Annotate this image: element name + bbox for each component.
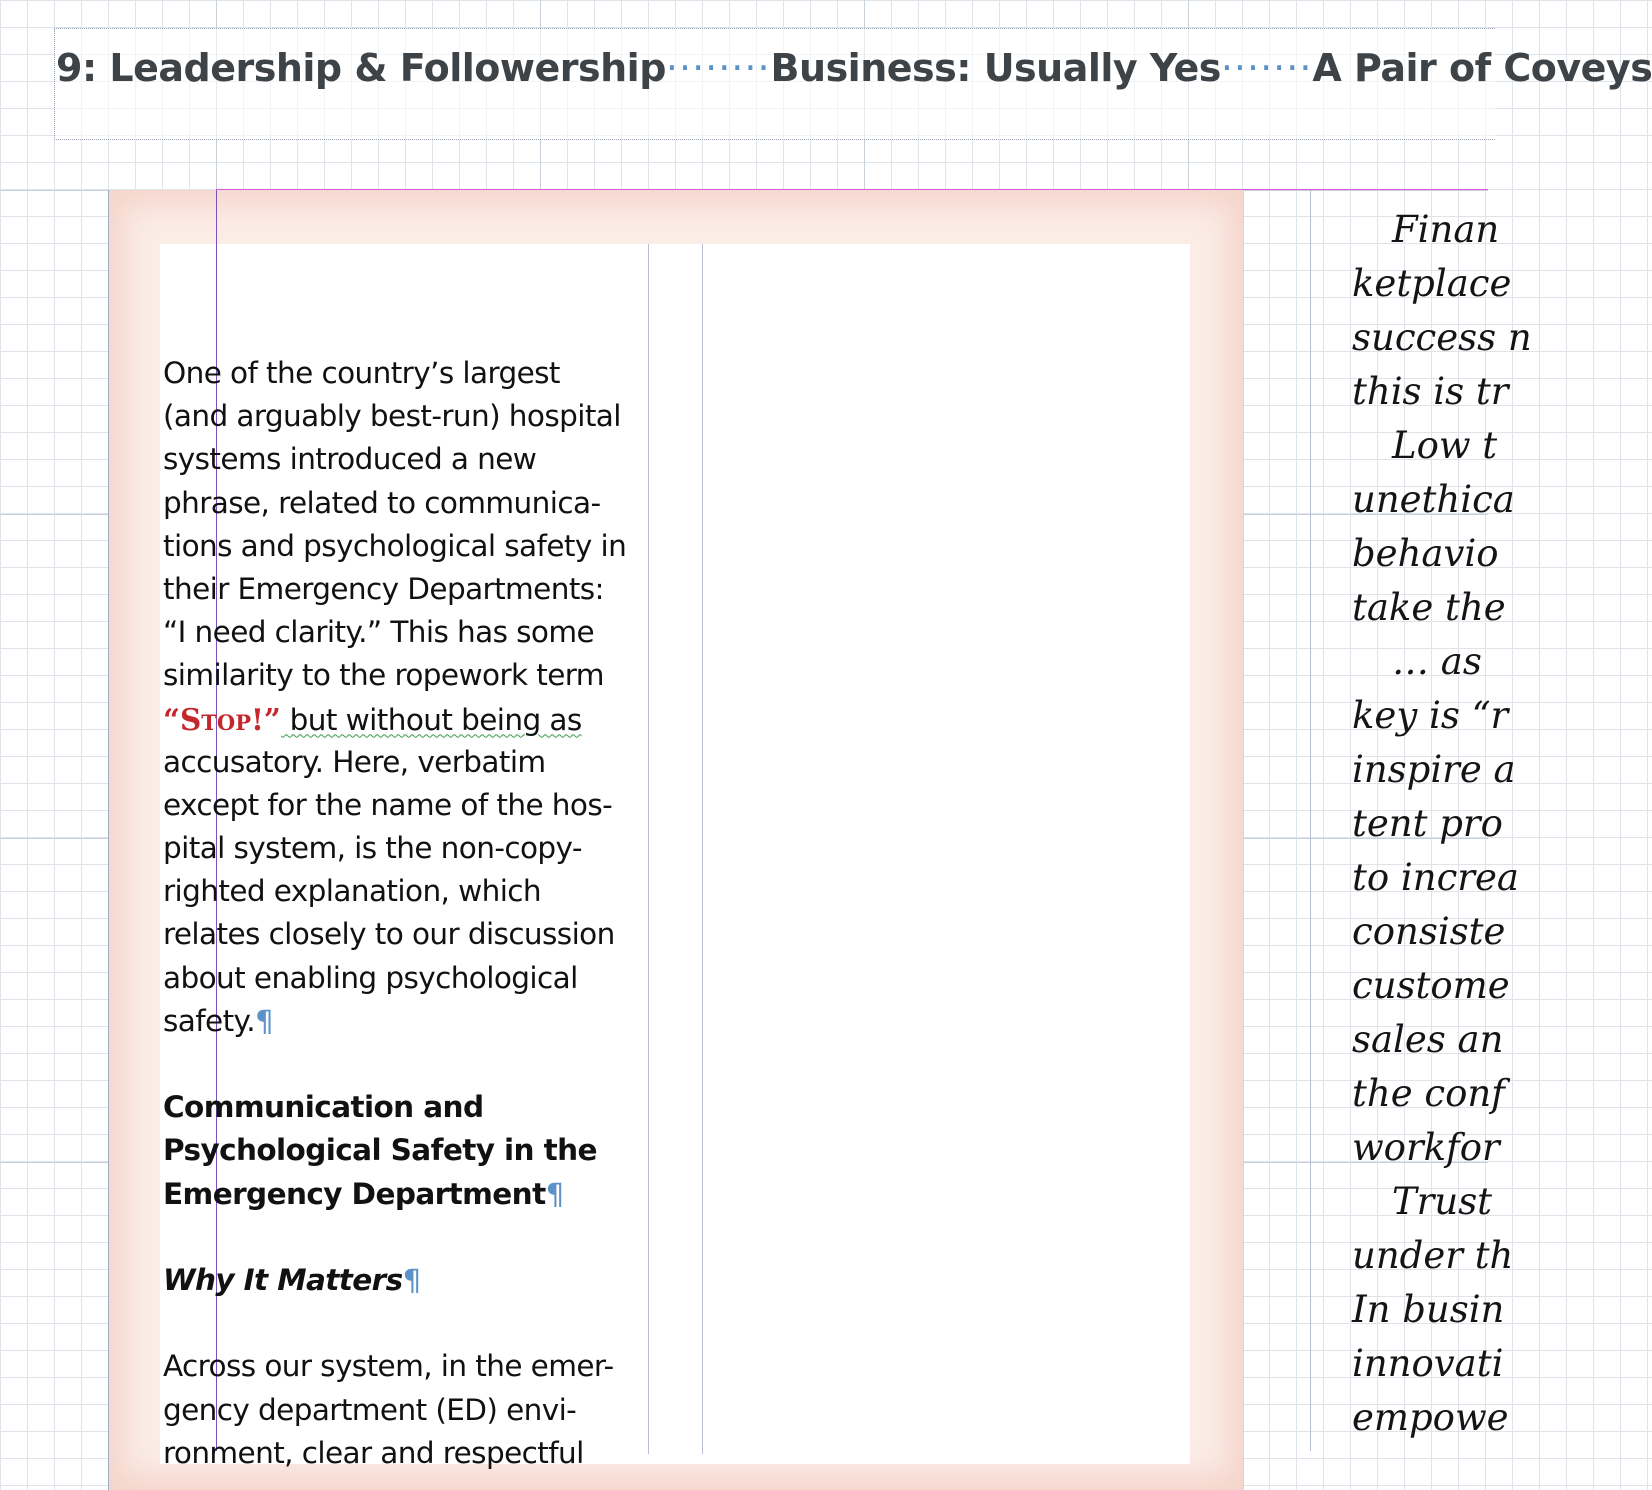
text-line: similarity to the ropework term [163, 658, 604, 693]
text-line [163, 698, 653, 741]
stop-term: “Stop!” [163, 701, 281, 737]
text-line [163, 1000, 653, 1043]
text-frame-right-page[interactable] [1352, 203, 1532, 1445]
text-line: ronment, clear and respectful [163, 1435, 584, 1470]
text-frame-column[interactable] [163, 352, 653, 1475]
running-head-chapter: 9: Leadership & Followership [56, 46, 666, 90]
text-line: One of the country’s largest [163, 356, 560, 390]
column-guide [1310, 190, 1311, 1451]
text-line: pital system, is the non-copy- [163, 831, 582, 866]
text-line: inspire a [1352, 748, 1516, 791]
text-line: workfor [1352, 1126, 1500, 1169]
margin-guide-top [216, 189, 1488, 190]
text-run: Emergency Department [163, 1176, 546, 1211]
text-line: about enabling psychological [163, 960, 578, 995]
text-line: Finan [1392, 208, 1500, 251]
text-line: key is “r [1352, 694, 1509, 737]
text-line: take the [1352, 586, 1506, 629]
text-line: success n [1352, 316, 1532, 359]
text-line: In busin [1352, 1288, 1505, 1331]
text-line: Low t [1392, 424, 1498, 467]
text-line: tent pro [1352, 802, 1503, 845]
tab-leader-dots: ······· [1220, 46, 1313, 90]
text-line: this is tr [1352, 370, 1509, 413]
text-run: Why It Matters [163, 1262, 403, 1297]
paragraph-space [163, 1216, 653, 1259]
heading-line: Psychological Safety in the [163, 1133, 597, 1168]
text-line: their Emergency Departments: [163, 571, 604, 606]
text-line: except for the name of the hos- [163, 787, 613, 822]
paragraph-space [163, 1302, 653, 1345]
running-head-subsection: A Pair of Coveys [1312, 46, 1652, 90]
subheading-line [163, 1259, 653, 1302]
text-line: behavio [1352, 532, 1499, 575]
text-line: to increa [1352, 856, 1519, 899]
tab-leader-dots: ········ [665, 46, 771, 90]
running-head[interactable] [56, 40, 1652, 96]
text-line: (and arguably best-run) hospital [163, 399, 621, 434]
text-line: gency department (ED) envi- [163, 1392, 577, 1427]
text-line: innovati [1352, 1342, 1504, 1385]
text-line: Across our system, in the emer- [163, 1349, 614, 1384]
text-run: safety. [163, 1003, 255, 1038]
text-line: “I need clarity.” This has some [163, 615, 595, 650]
text-line: under th [1352, 1234, 1514, 1277]
pilcrow-icon: ¶ [402, 1262, 421, 1297]
text-line: righted explanation, which [163, 874, 542, 909]
pilcrow-icon: ¶ [545, 1176, 564, 1211]
text-line: empowe [1352, 1396, 1509, 1439]
text-run: but without being as [280, 702, 582, 737]
text-line: consiste [1352, 910, 1506, 953]
text-line: ketplace [1352, 262, 1512, 305]
text-line: unethica [1352, 478, 1515, 521]
text-line: the conf [1352, 1072, 1505, 1115]
text-line: tions and psychological safety in [163, 528, 627, 563]
text-line: systems introduced a new [163, 442, 537, 477]
text-line: custome [1352, 964, 1510, 1007]
paragraph-space [163, 1043, 653, 1086]
text-line: Trust [1392, 1180, 1493, 1223]
running-head-section: Business: Usually Yes [770, 46, 1221, 90]
text-line: relates closely to our discussion [163, 917, 615, 952]
text-line: phrase, related to communica- [163, 485, 601, 520]
text-line: sales an [1352, 1018, 1504, 1061]
pilcrow-icon: ¶ [254, 1003, 274, 1038]
text-line: … as [1392, 640, 1482, 683]
column-guide [702, 244, 703, 1454]
heading-line [163, 1173, 653, 1216]
heading-line: Communication and [163, 1090, 484, 1125]
text-line: accusatory. Here, verbatim [163, 744, 546, 779]
